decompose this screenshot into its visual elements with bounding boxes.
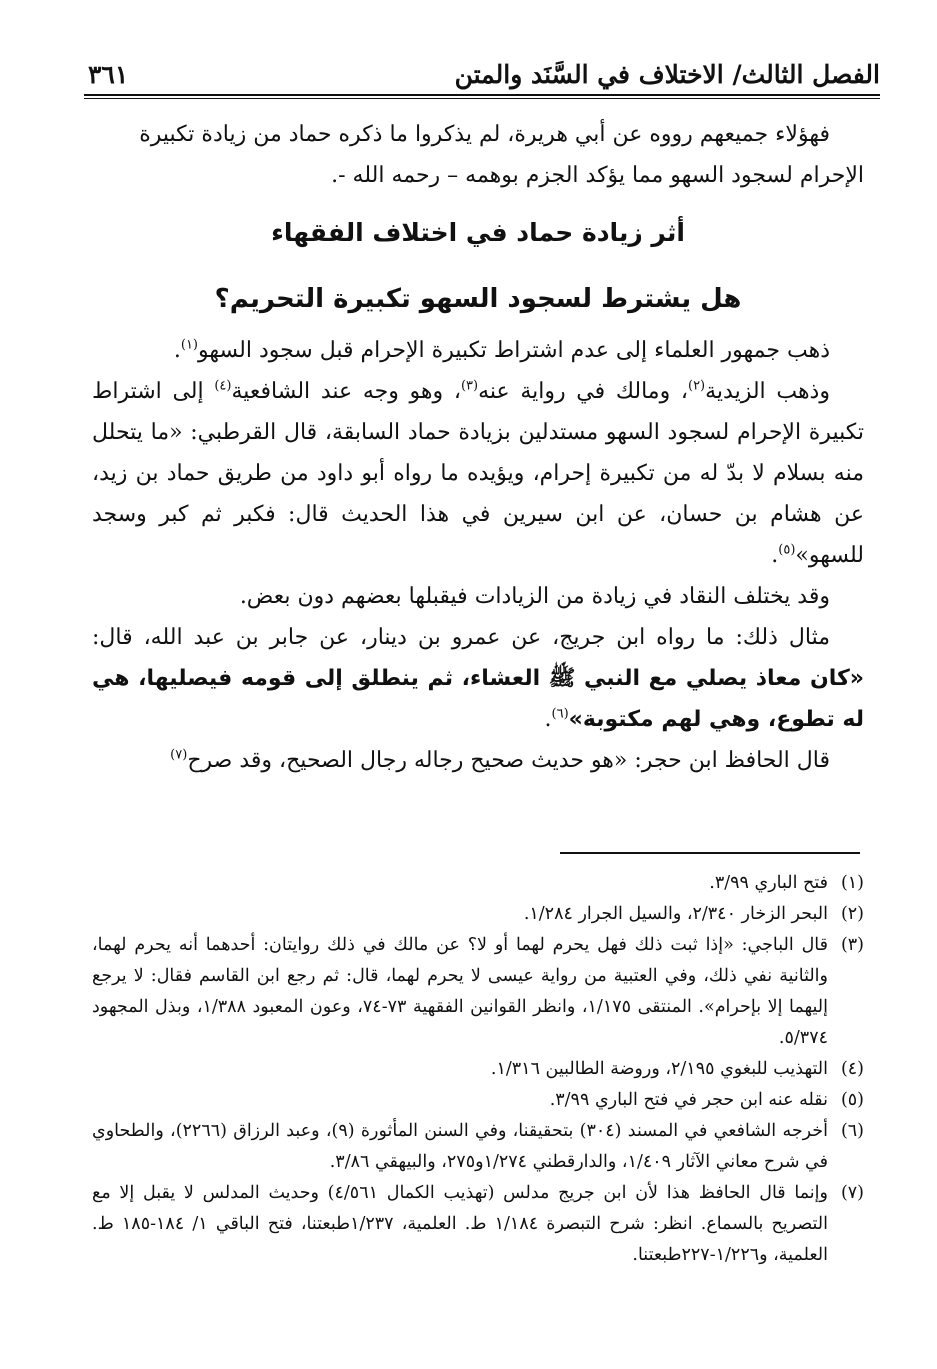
paragraph-5-text: قال الحافظ ابن حجر: «هو حديث صحيح رجاله رجال الصحيح، وقد صرح bbox=[187, 748, 830, 773]
paragraph-1-end: . bbox=[173, 338, 181, 363]
footnote-text: البحر الزخار ٢/٣٤٠، والسيل الجرار ١/٢٨٤. bbox=[523, 904, 828, 924]
footnote-separator bbox=[560, 852, 860, 854]
paragraph-4-text: مثال ذلك: ما رواه ابن جريج، عن عمرو بن دينار، عن جابر بن عبد الله، قال: bbox=[92, 625, 830, 650]
section-heading: أثر زيادة حماد في اختلاف الفقهاء bbox=[271, 218, 685, 247]
footnote bbox=[92, 868, 864, 899]
paragraph-5 bbox=[92, 740, 864, 781]
footnote bbox=[92, 1054, 864, 1085]
paragraph-1 bbox=[92, 330, 864, 371]
paragraph-1-text: ذهب جمهور العلماء إلى عدم اشتراط تكبيرة الإحرام قبل سجود السهو bbox=[198, 338, 830, 363]
footnote-text: قال الباجي: «إذا ثبت ذلك فهل يحرم لهما أو لا؟ عن مالك في ذلك روايتان: أحدهما أنه يحرم لهما، والثانية نفي ذلك، وفي العتبية من رواية عيسى لا يحرم لهما، قال: ثم رجع ابن القاسم فقال: لا يرجع إليهما إلا بإحرام». المنتقى ١/١٧٥، وانظر القوانين الفقهية ٧٣-٧٤، وعون المعبود ١/٣٨٨، وبذل المجهود ٥/٣٧٤. bbox=[92, 935, 828, 1048]
paragraph-2-text-d: إلى اشتراط تكبيرة الإحرام لسجود السهو مستدلين بزيادة حماد السابقة، قال القرطبي: «ما يتحلل منه بسلام لا بدّ له من تكبيرة إحرام، ويؤيده ما رواه أبو داود من طريق حماد بن زيد، عن هشام بن حسان، عن ابن سيرين في هذا الحديث قال: فكبر ثم كبر وسجد للسهو» bbox=[92, 379, 865, 568]
footnote-ref-4: (٤) bbox=[214, 378, 232, 394]
footnote-ref-5: (٥) bbox=[778, 542, 796, 558]
footnote-text: فتح الباري ٣/٩٩. bbox=[709, 873, 828, 893]
footnote-ref-7: (٧) bbox=[170, 747, 188, 763]
page-header bbox=[84, 50, 880, 94]
footnote bbox=[92, 930, 864, 1054]
intro-paragraph bbox=[92, 114, 864, 196]
hadith-quote: «كان معاذ يصلي مع النبي ﷺ العشاء، ثم ينطلق إلى قومه فيصليها، هي له تطوع، وهي لهم مكتوبة» bbox=[92, 666, 864, 732]
paragraph-3: وقد يختلف النقاد في زيادة من الزيادات فيقبلها بعضهم دون بعض. bbox=[239, 584, 830, 609]
footnote-text: التهذيب للبغوي ٢/١٩٥، وروضة الطالبين ١/٣١٦. bbox=[490, 1059, 828, 1079]
footnote-number: (٦) bbox=[840, 1121, 864, 1141]
footnote bbox=[92, 899, 864, 930]
footnote bbox=[92, 1085, 864, 1116]
footnotes bbox=[92, 868, 864, 1271]
footnote-number: (٥) bbox=[840, 1090, 864, 1110]
paragraph-2-text-b: ، ومالك في رواية عنه bbox=[478, 379, 688, 404]
page-number: ٣٦١ bbox=[88, 60, 129, 89]
paragraph-2-text-c: ، وهو وجه عند الشافعية bbox=[231, 379, 461, 404]
paragraph-2-text-a: وذهب الزيدية bbox=[705, 379, 830, 404]
footnote-number: (١) bbox=[840, 873, 864, 893]
footnote-number: (٤) bbox=[840, 1059, 864, 1079]
intro-line-2: الإحرام لسجود السهو مما يؤكد الجزم بوهمه – رحمه الله -. bbox=[331, 163, 864, 188]
footnote-text: نقله عنه ابن حجر في فتح الباري ٣/٩٩. bbox=[549, 1090, 828, 1110]
header-rule bbox=[84, 94, 880, 99]
footnote-ref-2: (٢) bbox=[687, 378, 706, 394]
footnote-text: وإنما قال الحافظ هذا لأن ابن جريج مدلس (تهذيب الكمال ٤/٥٦١) وحديث المدلس لا يقبل إلا مع التصريح بالسماع. انظر: شرح التبصرة ١/١٨٤ ط. العلمية، ١/٢٣٧طبعتنا، فتح الباقي ١/ ١٨٤-١٨٥ ط. العلمية، و١/٢٢٦-٢٢٧طبعتنا. bbox=[92, 1183, 828, 1265]
footnote-ref-1: (١) bbox=[180, 337, 198, 353]
footnote-number: (٧) bbox=[840, 1183, 864, 1203]
paragraph-2-end: . bbox=[771, 543, 779, 568]
footnote-number: (٢) bbox=[840, 904, 864, 924]
footnote bbox=[92, 1116, 864, 1178]
footnote-ref-3: (٣) bbox=[460, 378, 479, 394]
paragraph-4-end: . bbox=[544, 707, 552, 732]
footnote-number: (٣) bbox=[840, 935, 864, 955]
intro-line-1: فهؤلاء جميعهم رووه عن أبي هريرة، لم يذكروا ما ذكره حماد من زيادة تكبيرة bbox=[139, 122, 830, 147]
paragraph-2 bbox=[92, 371, 864, 576]
footnote bbox=[92, 1178, 864, 1271]
footnote-text: أخرجه الشافعي في المسند (٣٠٤) بتحقيقنا، وفي السنن المأثورة (٩)، وعبد الرزاق (٢٢٦٦)، والطحاوي في شرح معاني الآثار ١/٤٠٩، والدارقطني ١/٢٧٤و٢٧٥، والبيهقي ٣/٨٦. bbox=[92, 1121, 828, 1172]
paragraph-4 bbox=[92, 617, 864, 740]
footnote-ref-6: (٦) bbox=[551, 706, 569, 722]
chapter-title: الفصل الثالث/ الاختلاف في السَّنَد والمتن bbox=[454, 60, 880, 89]
subsection-heading: هل يشترط لسجود السهو تكبيرة التحريم؟ bbox=[214, 284, 742, 314]
main-text bbox=[92, 330, 864, 781]
